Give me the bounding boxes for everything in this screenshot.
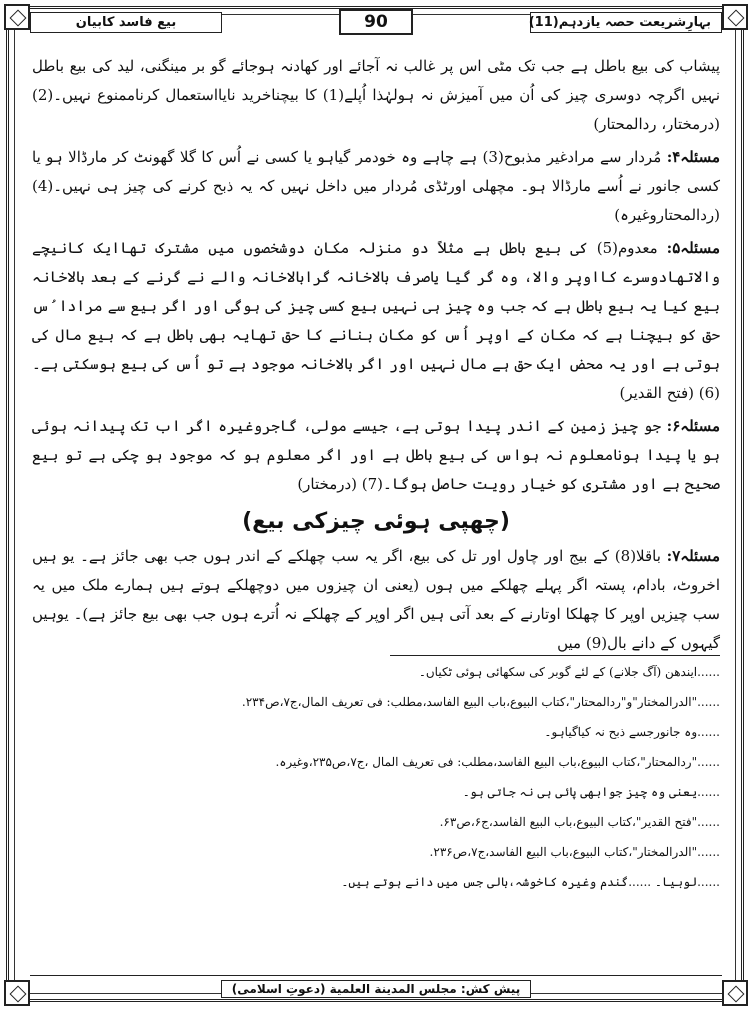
masla-label: مسئلہ۶: [666, 417, 720, 435]
masla-label: مسئلہ۷: [666, 547, 720, 565]
page-header [30, 8, 722, 36]
book-title: بہارِشریعت حصہ یازدہم(11) [530, 12, 722, 33]
footnote: ......لوبیا۔ ......گندم وغیرہ کاخوشہ،بالی جس میں دانے ہوتے ہیں۔ [341, 875, 720, 889]
main-text [32, 52, 720, 662]
paragraph-text: جو چیز زمین کے اندر پیدا ہوتی ہے، جیسے مولی، گاجروغیرہ اگر اب تک پیدانہ ہوئی ہو یا پیدا ہونامعلوم نہ ہواس کی بیع باطل ہے اور اگر معلوم ہو کہ موجود ہو چکی ہے تو بیع صحیح ہے اور مشتری کو خیار رویت حاصل ہوگا۔(7) (درمختار) [32, 417, 720, 493]
paragraph-text: پیشاب کی بیع باطل ہے جب تک مٹی اس پر غالب نہ آجائے اور کھادنہ ہوجائے گو بر مینگنی، لید کی بیع باطل نہیں اگرچہ دوسری چیز کی اُن میں آمیزش نہ ہولہٰذا اُپلے(1) کا بیچناخرید نایااستعمال کرناممنوع نہیں۔(2) (درمختار، ردالمحتار) [32, 57, 721, 133]
footnote: ......یعنی وہ چیز جوابھی پائی ہی نہ جاتی ہو۔ [462, 785, 720, 799]
paragraph [32, 412, 720, 499]
page-footer [30, 978, 722, 998]
footnote: ......"ردالمحتار"،کتاب البیوع،باب البیع الفاسد،مطلب: فی تعریف المال ،ج۷،ص۲۳۵،وغیرہ. [275, 755, 720, 769]
masla-label: مسئلہ۵: [666, 239, 720, 257]
paragraph [32, 52, 720, 139]
paragraph-text: معدوم(5) کی بیع باطل ہے مثلاً دو منزلہ مکان دوشخصوں میں مشترک تھاایک کانیچے والاتھادوسرے کااوپر والا، وہ گر گیا یاصرف بالاخانہ گرابالاخانہ والے نے گرنے کے بعد بالاخانہ بیع کیا یہ بیع باطل ہے کہ جب وہ چیز ہی نہیں بیع کسی چیز کی ہوگی اور اگر بیع سے مرادا ُس حق کو بیچنا ہے کہ مکان کے اوپر اُس کو مکان بنانے کا حق تھایہ بھی باطل ہے کہ بیع مال کی ہوتی ہے اور یہ محض ایک حق ہے مال نہیں اور اگر بالاخانہ موجود ہے تو اُس کی بیع ہوسکتی ہے۔(6) (فتح القدیر) [32, 239, 720, 402]
page-number: 90 [339, 9, 413, 35]
chapter-title: بیع فاسد کابیان [30, 12, 222, 33]
footnote: ......ایندھن (آگ جلانے) کے لئے گوبر کی سکھائی ہوئی ٹکیاں۔ [418, 665, 720, 679]
publisher-credit: پیش کش: مجلس المدینة العلمیة (دعوتِ اسلامی) [221, 980, 531, 998]
footnote: ......"فتح القدیر"،کتاب البیوع،باب البیع الفاسد،ج۶،ص۶۳. [439, 815, 720, 829]
section-heading: (چھپی ہوئی چیزکی بیع) [242, 509, 510, 534]
paragraph [32, 234, 720, 408]
corner-ornament [722, 4, 748, 30]
paragraph [32, 143, 720, 230]
footnotes [40, 662, 720, 902]
paragraph-text: باقلا(8) کے بیج اور چاول اور تل کی بیع، اگر یہ سب چھلکے کے اندر ہوں جب بھی جائز ہے۔ یو ہیں اخروٹ، بادام، پستہ اگر پہلے چھلکے میں ہوں (یعنی ان چیزوں میں دوچھلکے ہوتے ہیں ہمارے ملک میں یہ سب چیزیں اوپر کا چھلکا اوتارنے کے بعد آتی ہیں اگر اوپر کے چھلکے نہ اُترے ہوں جب بھی بیع جائز ہے)۔ یوہیں گیہوں کے دانے بال(9) میں [32, 547, 720, 652]
corner-ornament [4, 980, 30, 1006]
footnote-divider [390, 655, 720, 656]
corner-ornament [722, 980, 748, 1006]
paragraph [32, 542, 720, 658]
corner-ornament [4, 4, 30, 30]
footer-divider [30, 975, 722, 976]
paragraph-text: مُردار سے مرادغیر مذبوح(3) ہے چاہے وہ خودمر گیاہو یا کسی نے اُس کا گلا گھونٹ کر مارڈالا ہو یا کسی جانور نے اُسے مارڈالا ہو۔ مچھلی اورٹڈی مُردار میں داخل نہیں کہ یہ ذبح کرنے کی چیز ہی نہیں۔(4) (ردالمحتاروغیرہ) [32, 148, 720, 224]
footnote: ......وہ جانورجسے ذبح نہ کیاگیاہو۔ [544, 725, 720, 739]
footnote: ......"الدرالمختار"و"ردالمحتار"،کتاب البیوع،باب البیع الفاسد،مطلب: فی تعریف المال،ج۷،ص۲۳۴. [241, 695, 720, 709]
masla-label: مسئلہ۴: [666, 148, 720, 166]
footnote: ......"الدرالمختار"،کتاب البیوع،باب البیع الفاسد،ج۷،ص۲۳۶. [429, 845, 720, 859]
